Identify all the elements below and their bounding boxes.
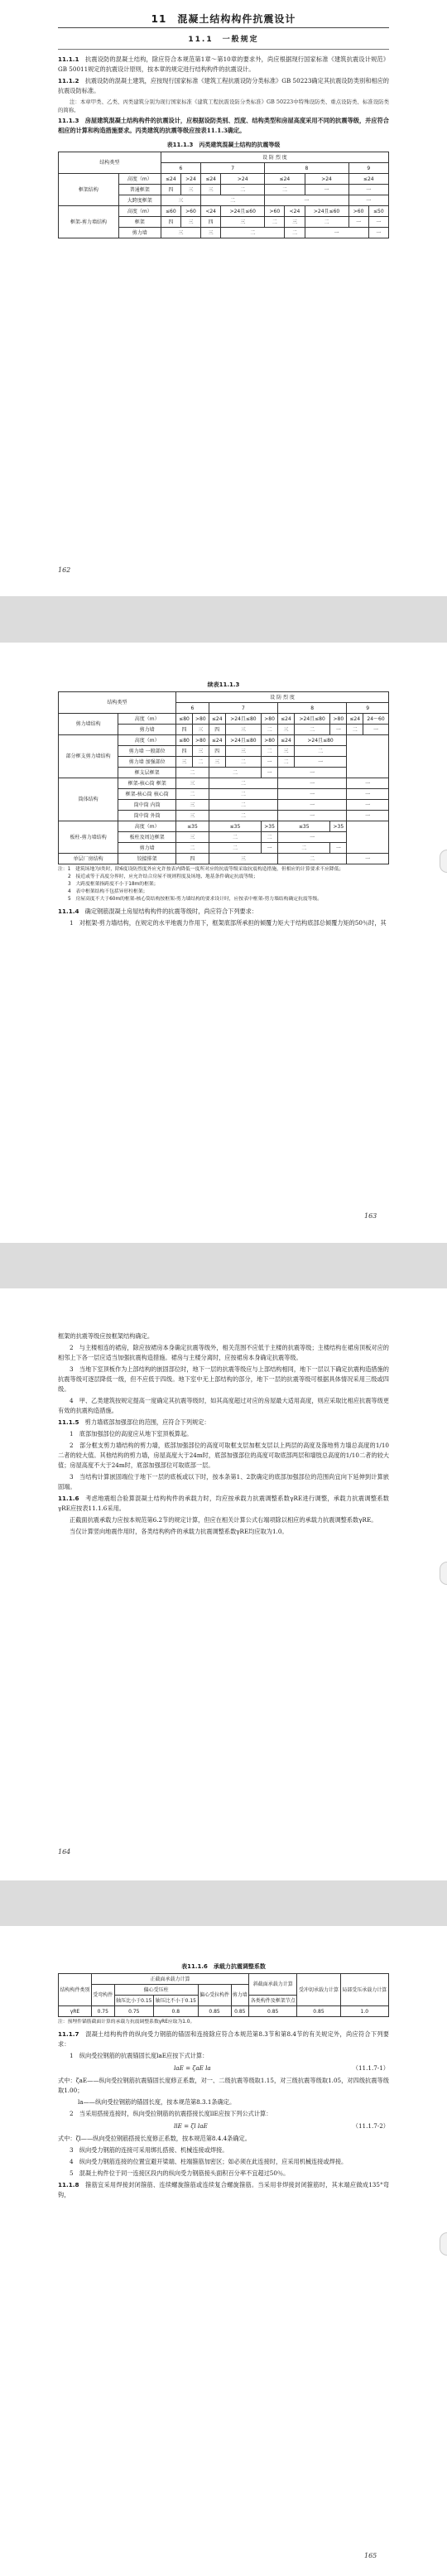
table-cell: 三 (161, 228, 200, 238)
table-cell: >80 (262, 714, 278, 725)
table-cell: ≤24 (201, 174, 221, 185)
divider (58, 49, 389, 50)
table-cell: 0.85 (198, 2006, 231, 2017)
table-cell: >80 (330, 714, 347, 725)
table-cell: 框架 (118, 217, 161, 228)
table-cell: 三 (176, 832, 209, 843)
table-cell: 三 (192, 746, 209, 757)
table-cell: 一 (330, 843, 347, 854)
table-cell: 四 (201, 217, 221, 228)
table-cell: 二 (278, 843, 330, 854)
table-cell: 三 (176, 757, 193, 768)
table-cell: ≤35 (278, 821, 330, 832)
table-cell: 二 (305, 217, 348, 228)
table-cell: 二 (209, 811, 277, 821)
document-page-3 (0, 1288, 447, 1880)
table-cell: 铰接排架 (118, 854, 176, 864)
table-cell: 一 (278, 800, 347, 811)
page-number: 162 (58, 566, 71, 574)
table-cell: ≤24 (209, 714, 225, 725)
table-header-cell: 8 (278, 703, 347, 714)
table-cell: >24且≤60 (221, 206, 265, 217)
table-cell: 高度（m） (118, 821, 176, 832)
table-cell: >60 (265, 206, 285, 217)
formula-where: 式中：ζaE——纵向受拉钢筋抗震锚固长度修正系数，对一、二级抗震等级取1.15，对三级抗震等级取1.05，对四级抗震等级取1.00； (58, 2077, 389, 2094)
table-cell: 三 (201, 228, 221, 238)
page-number: 165 (364, 2552, 377, 2559)
table-cell: 二 (176, 843, 209, 854)
clause-11-1-4: 11.1.4 确定钢筋混凝土房屋结构构件的抗震等级时，尚应符合下列要求： (58, 908, 258, 915)
table-cell: 一 (278, 832, 347, 843)
table-cell: >80 (262, 735, 278, 746)
divider (58, 27, 389, 28)
table-cell: <24 (201, 206, 221, 217)
table-cell-empty (347, 821, 389, 854)
table-cell: ≤24 (265, 174, 305, 185)
table-cell: 0.85 (249, 2006, 297, 2017)
formula-11-1-7-1: laE = ζaE la （11.1.7-1） (174, 2064, 389, 2072)
table-header-cell: 6 (161, 163, 200, 174)
table-cell: 四 (209, 746, 225, 757)
seismic-grade-table-continued (58, 691, 389, 864)
table-cell: ≤24 (209, 735, 225, 746)
table-cell: 一 (278, 778, 347, 789)
table-cell: 一 (262, 768, 278, 778)
table-header-cell: 设 防 烈 度 (161, 152, 388, 163)
table-note: 注：1 建筑场地为Ⅰ类时，除6度设防烈度外应允许按表内降低一度所对应的抗震等级采取抗震构造措施，但相应的计算要求不应降低； (58, 867, 344, 872)
table-cell: 二 (262, 746, 278, 757)
clause-item: 1 对框架-剪力墙结构，在规定的水平地震力作用下，框架底部所承担的倾覆力矩大于结构底部总倾覆力矩的50％时，其 (70, 919, 387, 927)
paragraph: 5 混凝土构件位于同一连接区段内的纵向受力钢筋接头面积百分率不宜超过50％。 (70, 2169, 290, 2177)
table-header-cell: 结构类型 (59, 152, 161, 174)
table-header-cell: 受冲切承载力计算 (297, 1974, 340, 2006)
table-header-cell: 各类构件及框架节点 (249, 1996, 297, 2006)
table-title: 表11.1.6 承载力抗震调整系数 (181, 1963, 266, 1970)
paragraph: 当仅计算竖向地震作用时，各类结构构件的承载力抗震调整系数γRE均应取为1.0。 (70, 1528, 288, 1535)
table-cell: 二 (265, 217, 285, 228)
table-cell: >80 (192, 735, 209, 746)
table-cell: >35 (262, 821, 278, 832)
paragraph: 2 与主楼相连的裙房，除应按裙房本身确定抗震等级外，相关范围不应低于主楼的抗震等级；主楼结构在裙房顶板对应的相邻上下各一层应适当加强抗震构造措施。裙房与主楼分离时，应按裙房本身确定抗震等级。 (58, 1344, 389, 1361)
table-cell: ≤24 (348, 174, 388, 185)
paragraph: 框架的抗震等级应按框架结构确定。 (58, 1332, 154, 1340)
table-cell: 框架-核心筒 核心筒 (118, 789, 176, 800)
table-cell-empty (347, 735, 389, 778)
table-cell: 一 (348, 195, 388, 206)
table-cell: 二 (209, 789, 277, 800)
table-cell: 一 (347, 811, 389, 821)
clause-11-1-6: 11.1.6 考虑地震组合验算混凝土结构构件的承载力时，均应按承载力抗震调整系数γRE进行调整，承载力抗震调整系数γRE应按表11.1.6采用。 (58, 1495, 389, 1512)
table-cell: >60 (180, 206, 200, 217)
table-cell: 普通框架 (118, 185, 161, 195)
table-cell: 0.75 (114, 2006, 153, 2017)
table-cell: >24 (221, 174, 265, 185)
table-cell: 框支层框架 (118, 768, 176, 778)
document-page-4 (0, 1926, 447, 2576)
table-cell: 一 (278, 768, 347, 778)
table-cell: 二 (225, 757, 262, 768)
table-cell: 二 (209, 778, 277, 789)
table-cell: 二 (278, 757, 295, 768)
table-note: 2 接近或等于高度分界时，应允许结合房屋不规则程度及场地、地基条件确定抗震等级； (68, 874, 258, 879)
table-cell: 四 (161, 185, 180, 195)
table-cell: 一 (330, 725, 347, 735)
table-cell: ≤80 (176, 714, 193, 725)
table-cell: 一 (305, 228, 368, 238)
table-cell: 二 (265, 185, 305, 195)
document-page-1 (0, 0, 447, 596)
table-cell: 剪力墙 加强部位 (118, 757, 176, 768)
table-cell: 二 (262, 725, 278, 735)
table-header-cell: 9 (348, 163, 388, 174)
table-cell: 三 (192, 725, 209, 735)
paragraph: 4 纵向受力钢筋连接的位置宜避开梁端、柱端箍筋加密区；如必须在此连接时，应采用机械连接或焊接。 (70, 2158, 348, 2165)
table-cell: 二 (176, 768, 209, 778)
table-cell: 三 (285, 217, 305, 228)
table-cell: ≤80 (176, 735, 193, 746)
clause-note: 注：本章甲类、乙类、丙类建筑分别为现行国家标准《建筑工程抗震设防分类标准》GB 50223中特殊设防类、重点设防类、标准设防类的简称。 (58, 99, 389, 113)
table-cell: 三 (180, 217, 200, 228)
page-number: 163 (364, 1212, 377, 1220)
table-cell: ≤24 (278, 714, 295, 725)
table-cell: 剪力墙 一般部位 (118, 746, 176, 757)
paragraph: 2 部分框支剪力墙结构的剪力墙，底部加强部位的高度可取框支层加框支层以上两层的高度及落地剪力墙总高度的1/10二者的较大值。其他结构的剪力墙，房屋高度大于24m时，底部加强部位的高度可取底部两层和墙肢总高度的1/10二者的较大值；房屋高度不大于24m时，底部加强部位可取底部一层。 (58, 1442, 389, 1469)
table-note: 3 大跨度框架指跨度不小于18m的框架； (68, 882, 159, 887)
table-header-cell: 轴压比不小于0.15 (154, 1996, 199, 2006)
document-page-2 (0, 643, 447, 1243)
table-cell: 四 (161, 217, 180, 228)
table-cell: 二 (278, 854, 347, 864)
table-cell: 一 (348, 185, 388, 195)
clause-11-1-7: 11.1.7 混凝土结构构件的纵向受力钢筋的锚固和连接除应符合本规范第8.3节和第8.4节的有关规定外，尚应符合下列要求： (58, 2030, 389, 2048)
scroll-handle[interactable] (440, 1562, 447, 1585)
table-row-group: 剪力墙结构 (59, 714, 118, 735)
table-cell: 二 (221, 228, 285, 238)
table-row-group: 部分框支剪力墙结构 (59, 735, 118, 778)
table-cell: 一 (347, 854, 389, 864)
table-row-group: 框架结构 (59, 174, 119, 206)
table-cell: 二 (209, 800, 277, 811)
page-number: 164 (58, 1848, 71, 1856)
table-header-cell: 9 (347, 703, 389, 714)
table-cell: 一 (347, 778, 389, 789)
table-cell: 一 (265, 195, 348, 206)
table-cell: 三 (161, 195, 200, 206)
table-title: 续表11.1.3 (207, 681, 240, 688)
table-header-cell: 轴压比小于0.15 (114, 1996, 153, 2006)
table-header-cell: 正截面承载力计算 (91, 1974, 248, 1985)
table-cell: 一 (262, 757, 278, 768)
table-header-cell: 偏心受压柱 (114, 1985, 198, 1996)
table-cell: 二 (201, 195, 265, 206)
table-cell: ≤24 (347, 714, 363, 725)
table-cell: 0.8 (154, 2006, 199, 2017)
table-cell: 0.85 (297, 2006, 340, 2017)
table-cell: >24且≤80 (225, 714, 262, 725)
table-cell: 三 (209, 854, 277, 864)
table-header-cell: 局部受压承载力计算 (340, 1974, 388, 2006)
table-cell: 板柱及周边框架 (118, 832, 176, 843)
table-cell: 筒中筒 外筒 (118, 811, 176, 821)
table-cell: 24～60 (363, 714, 389, 725)
paragraph: 正截面抗震承载力应按本规范第6.2节的规定计算，但应在相关计算公式右端项除以相应的承载力抗震调整系数γRE。 (70, 1516, 377, 1524)
table-notes (58, 866, 389, 903)
table-cell: 高度（m） (118, 206, 161, 217)
table-cell: >60 (348, 206, 368, 217)
table-note: 4 表中框架结构不包括异形柱框架； (68, 889, 148, 894)
table-row-group: 板柱-剪力墙结构 (59, 821, 118, 854)
table-cell: 二 (294, 746, 346, 757)
table-cell: ≤50 (368, 206, 388, 217)
table-header-cell: 7 (209, 703, 277, 714)
clause-11-1-1: 11.1.1 抗震设防的混凝土结构，除应符合本规范第1章～第10章的要求外，尚应根据现行国家标准《建筑抗震设计规范》GB 50011规定的抗震设计原则，按本章的规定进行结构构件的抗震设计。 (58, 55, 389, 73)
formula-11-1-7-2: llE = ζl laE （11.1.7-2） (174, 2122, 389, 2130)
table-cell: 大跨度框架 (118, 195, 161, 206)
table-cell: 二 (192, 757, 209, 768)
paragraph: 1 底部加强部位的高度应从地下室顶板算起。 (70, 1430, 193, 1437)
paragraph: 2 当采用搭接连接时，纵向受拉钢筋的抗震搭接长度llE应按下列公式计算： (70, 2110, 272, 2117)
table-cell: 三 (176, 778, 209, 789)
table-cell: 三 (209, 757, 225, 768)
table-cell: 一 (368, 217, 388, 228)
table-cell: >24且≤60 (305, 206, 348, 217)
table-cell: 三 (278, 725, 295, 735)
table-row-group: 框架-剪力墙结构 (59, 206, 119, 238)
table-row-group: 筒体结构 (59, 778, 118, 821)
table-cell: 二 (176, 789, 209, 800)
chapter-title: 11 混凝土结构构件抗震设计 (151, 13, 296, 25)
table-cell: 三 (201, 185, 221, 195)
table-cell: >24且≤80 (294, 735, 346, 746)
table-cell: 三 (225, 746, 262, 757)
table-cell: 一 (294, 757, 346, 768)
table-cell: 一 (368, 228, 388, 238)
table-cell: 三 (176, 800, 209, 811)
table-cell: 高度（m） (118, 714, 176, 725)
table-cell: 二 (347, 725, 363, 735)
table-cell: 高度（m） (118, 735, 176, 746)
table-header-cell: 8 (265, 163, 348, 174)
table-cell: 二 (294, 725, 330, 735)
clause-11-1-3: 11.1.3 房屋建筑混凝土结构构件的抗震设计，应根据设防类别、烈度、结构类型和房屋高度采用不同的抗震等级，并应符合相应的计算和构造措施要求。丙类建筑的抗震等级应按表11.1.3确定。 (58, 117, 389, 134)
paragraph: 1 纵向受拉钢筋的抗震锚固长度laE应按下式计算： (70, 2052, 209, 2059)
table-cell: 一 (363, 725, 389, 735)
table-cell: 一 (347, 800, 389, 811)
table-cell: >35 (330, 821, 347, 832)
table-cell: 一 (348, 217, 368, 228)
table-header-cell: 斜截面承载力计算 (249, 1974, 297, 1996)
table-cell: <24 (285, 206, 305, 217)
table-cell: 二 (262, 832, 278, 843)
table-cell: 1.0 (340, 2006, 388, 2017)
table-cell: 剪力墙 (118, 228, 161, 238)
table-cell: ≤24 (278, 735, 295, 746)
table-cell: ≤24 (161, 174, 180, 185)
table-cell: 一 (305, 185, 348, 195)
table-cell: 三 (221, 217, 265, 228)
table-cell: 二 (209, 768, 261, 778)
table-cell: >24且≤80 (225, 735, 262, 746)
paragraph: 3 纵向受力钢筋的连接可采用绑扎搭接、机械连接或焊接。 (70, 2146, 228, 2154)
adjustment-coefficient-table (58, 1973, 389, 2017)
table-header-cell: 结构类型 (59, 692, 176, 714)
table-note: 5 房屋高度不大于60m的框架-核心筒结构按框架-剪力墙结构的要求设计时，应按表中框架-剪力墙结构确定抗震等级。 (68, 897, 323, 902)
table-header-cell: 设 防 烈 度 (176, 692, 389, 703)
paragraph: 4 甲、乙类建筑按规定提高一度确定其抗震等级时，如其高度超过对应的房屋最大适用高度，则应采取比相应抗震等级更有效的抗震构造措施。 (58, 1397, 389, 1414)
table-note: 注：预埋件锚筋截面计算的承载力抗震调整系数γRE应取为1.0。 (58, 2020, 195, 2025)
table-header-cell: 受弯构件 (91, 1985, 114, 2006)
table-cell: >24 (305, 174, 348, 185)
paragraph: 3 当地下室顶板作为上部结构的嵌固部位时，地下一层的抗震等级应与上部结构相同，地下一层以下确定抗震构造措施的抗震等级可逐层降低一级，但不应低于四级。地下室中无上部结构的部分，地下一层的抗震等级可根据具体情况采用三级或四级。 (58, 1365, 389, 1393)
table-cell: >24 (180, 174, 200, 185)
formula-where: la——纵向受拉钢筋的锚固长度，按本规范第8.3.1条确定。 (78, 2098, 236, 2106)
scroll-handle[interactable] (440, 2232, 447, 2256)
table-cell: 二 (209, 832, 261, 843)
table-title: 表11.1.3 丙类建筑混凝土结构的抗震等级 (166, 142, 281, 148)
table-cell: 一 (278, 811, 347, 821)
table-cell: 高度（m） (118, 174, 161, 185)
clause-11-1-5: 11.1.5 剪力墙底部加强部位的范围，应符合下列规定： (58, 1418, 210, 1426)
table-cell: 四 (209, 725, 225, 735)
table-cell: 筒中筒 内筒 (118, 800, 176, 811)
paragraph: 3 当结构计算嵌固端位于地下一层的底板或以下时，按本条第1、2款确定的底部加强部位的范围尚宜向下延伸到计算嵌固端。 (58, 1473, 389, 1490)
table-cell: 剪力墙 (118, 725, 176, 735)
clause-11-1-8: 11.1.8 箍筋宜采用焊接封闭箍筋、连续螺旋箍筋或连续复合螺旋箍筋。当采用非焊接封闭箍筋时，其末端应做成135°弯钩， (58, 2181, 389, 2198)
table-cell: 三 (225, 725, 262, 735)
table-cell: 一 (347, 789, 389, 800)
table-header-cell: 6 (176, 703, 209, 714)
table-cell: 0.75 (91, 2006, 114, 2017)
table-cell: 二 (285, 228, 305, 238)
table-cell: 三 (176, 811, 209, 821)
table-cell: 0.85 (231, 2006, 249, 2017)
table-header-cell: 偏心受拉构件 (198, 1985, 231, 2006)
table-row-group: 单层厂房结构 (59, 854, 118, 864)
table-cell: 一 (262, 843, 278, 854)
table-cell: ≤60 (161, 206, 180, 217)
table-cell: ≤35 (209, 821, 261, 832)
section-title: 11.1 一般规定 (188, 36, 259, 44)
table-cell: 二 (209, 843, 261, 854)
table-cell: 剪力墙 (118, 843, 176, 854)
seismic-grade-table (58, 152, 389, 238)
table-cell: 四 (176, 746, 193, 757)
table-cell: ≤35 (176, 821, 209, 832)
table-cell: 四 (176, 854, 209, 864)
table-header-cell: 结构构件类别 (59, 1974, 92, 2006)
table-cell: 三 (180, 185, 200, 195)
table-header-cell: 剪力墙 (231, 1985, 249, 2006)
formula-where: 式中：ζl——纵向受拉钢筋搭接长度修正系数，按本规范第8.4.4条确定。 (58, 2135, 251, 2142)
table-cell: 四 (176, 725, 193, 735)
table-cell: 三 (278, 746, 295, 757)
table-cell: 一 (278, 789, 347, 800)
scroll-handle[interactable] (440, 850, 447, 873)
table-cell: >80 (192, 714, 209, 725)
table-cell: 框架-核心筒 框架 (118, 778, 176, 789)
table-cell: γRE (59, 2006, 92, 2017)
table-header-cell: 7 (201, 163, 265, 174)
table-cell: >24且≤80 (294, 714, 330, 725)
clause-11-1-2: 11.1.2 抗震设防的混凝土建筑，应按现行国家标准《建筑工程抗震设防分类标准》GB 50223确定其抗震设防类别和相应的抗震设防标准。 (58, 77, 389, 94)
table-cell: 二 (221, 185, 265, 195)
